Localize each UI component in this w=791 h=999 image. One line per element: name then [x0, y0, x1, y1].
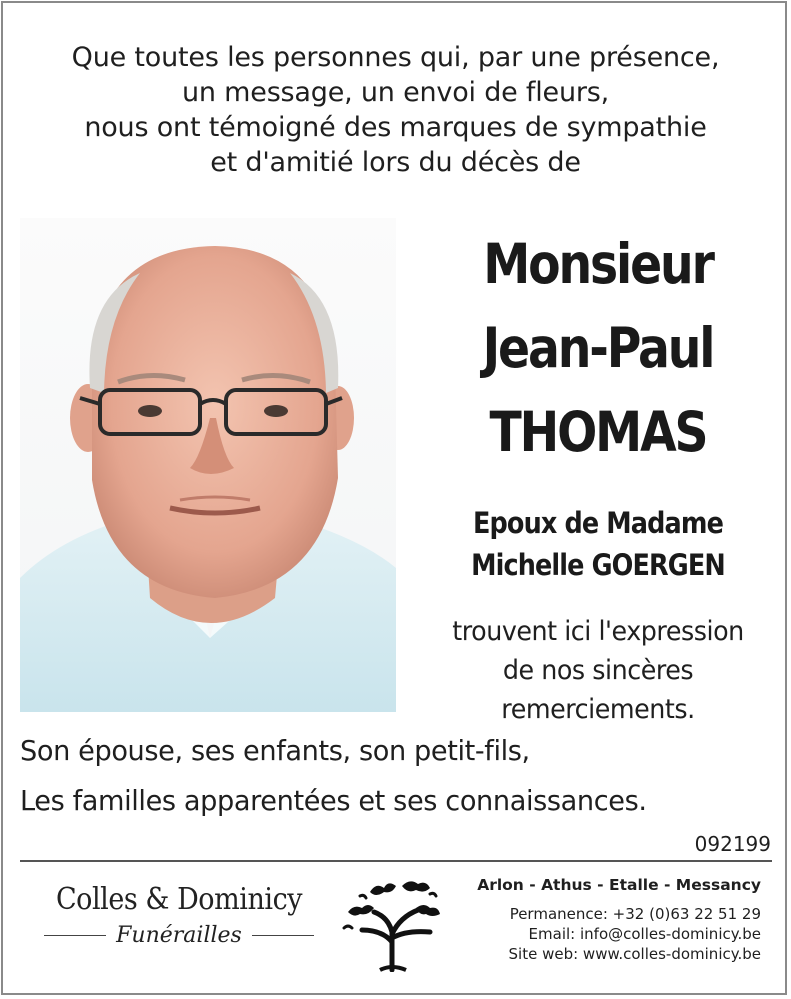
reference-number: 092199 — [694, 832, 771, 856]
portrait-illustration — [20, 218, 396, 712]
spouse-line: Michelle GOERGEN — [471, 548, 725, 582]
towns-list: Arlon - Athus - Etalle - Messancy — [477, 876, 761, 894]
family-line: Les familles apparentées et ses connaissances. — [20, 784, 647, 817]
intro-line: Que toutes les personnes qui, par une présence, — [71, 42, 720, 73]
website-line: Site web: www.colles-dominicy.be — [508, 945, 761, 963]
intro-line: nous ont témoigné des marques de sympathie — [84, 112, 707, 143]
deceased-last-name: THOMAS — [489, 400, 707, 464]
intro-text — [0, 40, 791, 180]
intro-line: un message, un envoi de fleurs, — [181, 77, 610, 108]
funeral-home-brand — [34, 882, 324, 948]
intro-line: et d'amitié lors du décès de — [210, 147, 581, 178]
thanks-line: de nos sincères — [502, 655, 694, 686]
divider — [20, 860, 772, 862]
family-signature — [20, 726, 738, 826]
email-line: Email: info@colles-dominicy.be — [528, 925, 761, 943]
decorative-line — [44, 935, 106, 936]
phone-line: Permanence: +32 (0)63 22 51 29 — [509, 905, 761, 923]
spouse-line: Epoux de Madame — [472, 506, 724, 540]
funeral-home-contact — [431, 874, 761, 964]
portrait-photo — [20, 218, 396, 712]
funeral-home-subtitle-row — [34, 923, 324, 948]
deceased-first-name: Jean-Paul — [482, 316, 714, 380]
thanks-text — [431, 612, 766, 729]
thanks-line: remerciements. — [501, 694, 695, 725]
thanks-line: trouvent ici l'expression — [452, 616, 744, 647]
family-line: Son épouse, ses enfants, son petit-fils, — [20, 734, 530, 767]
deceased-name — [445, 222, 751, 474]
deceased-title: Monsieur — [483, 232, 713, 296]
decorative-line — [252, 935, 314, 936]
spouse-info — [441, 502, 754, 586]
funeral-home-name: Colles & Dominicy — [55, 882, 303, 917]
funeral-home-subtitle: Funérailles — [116, 923, 242, 948]
